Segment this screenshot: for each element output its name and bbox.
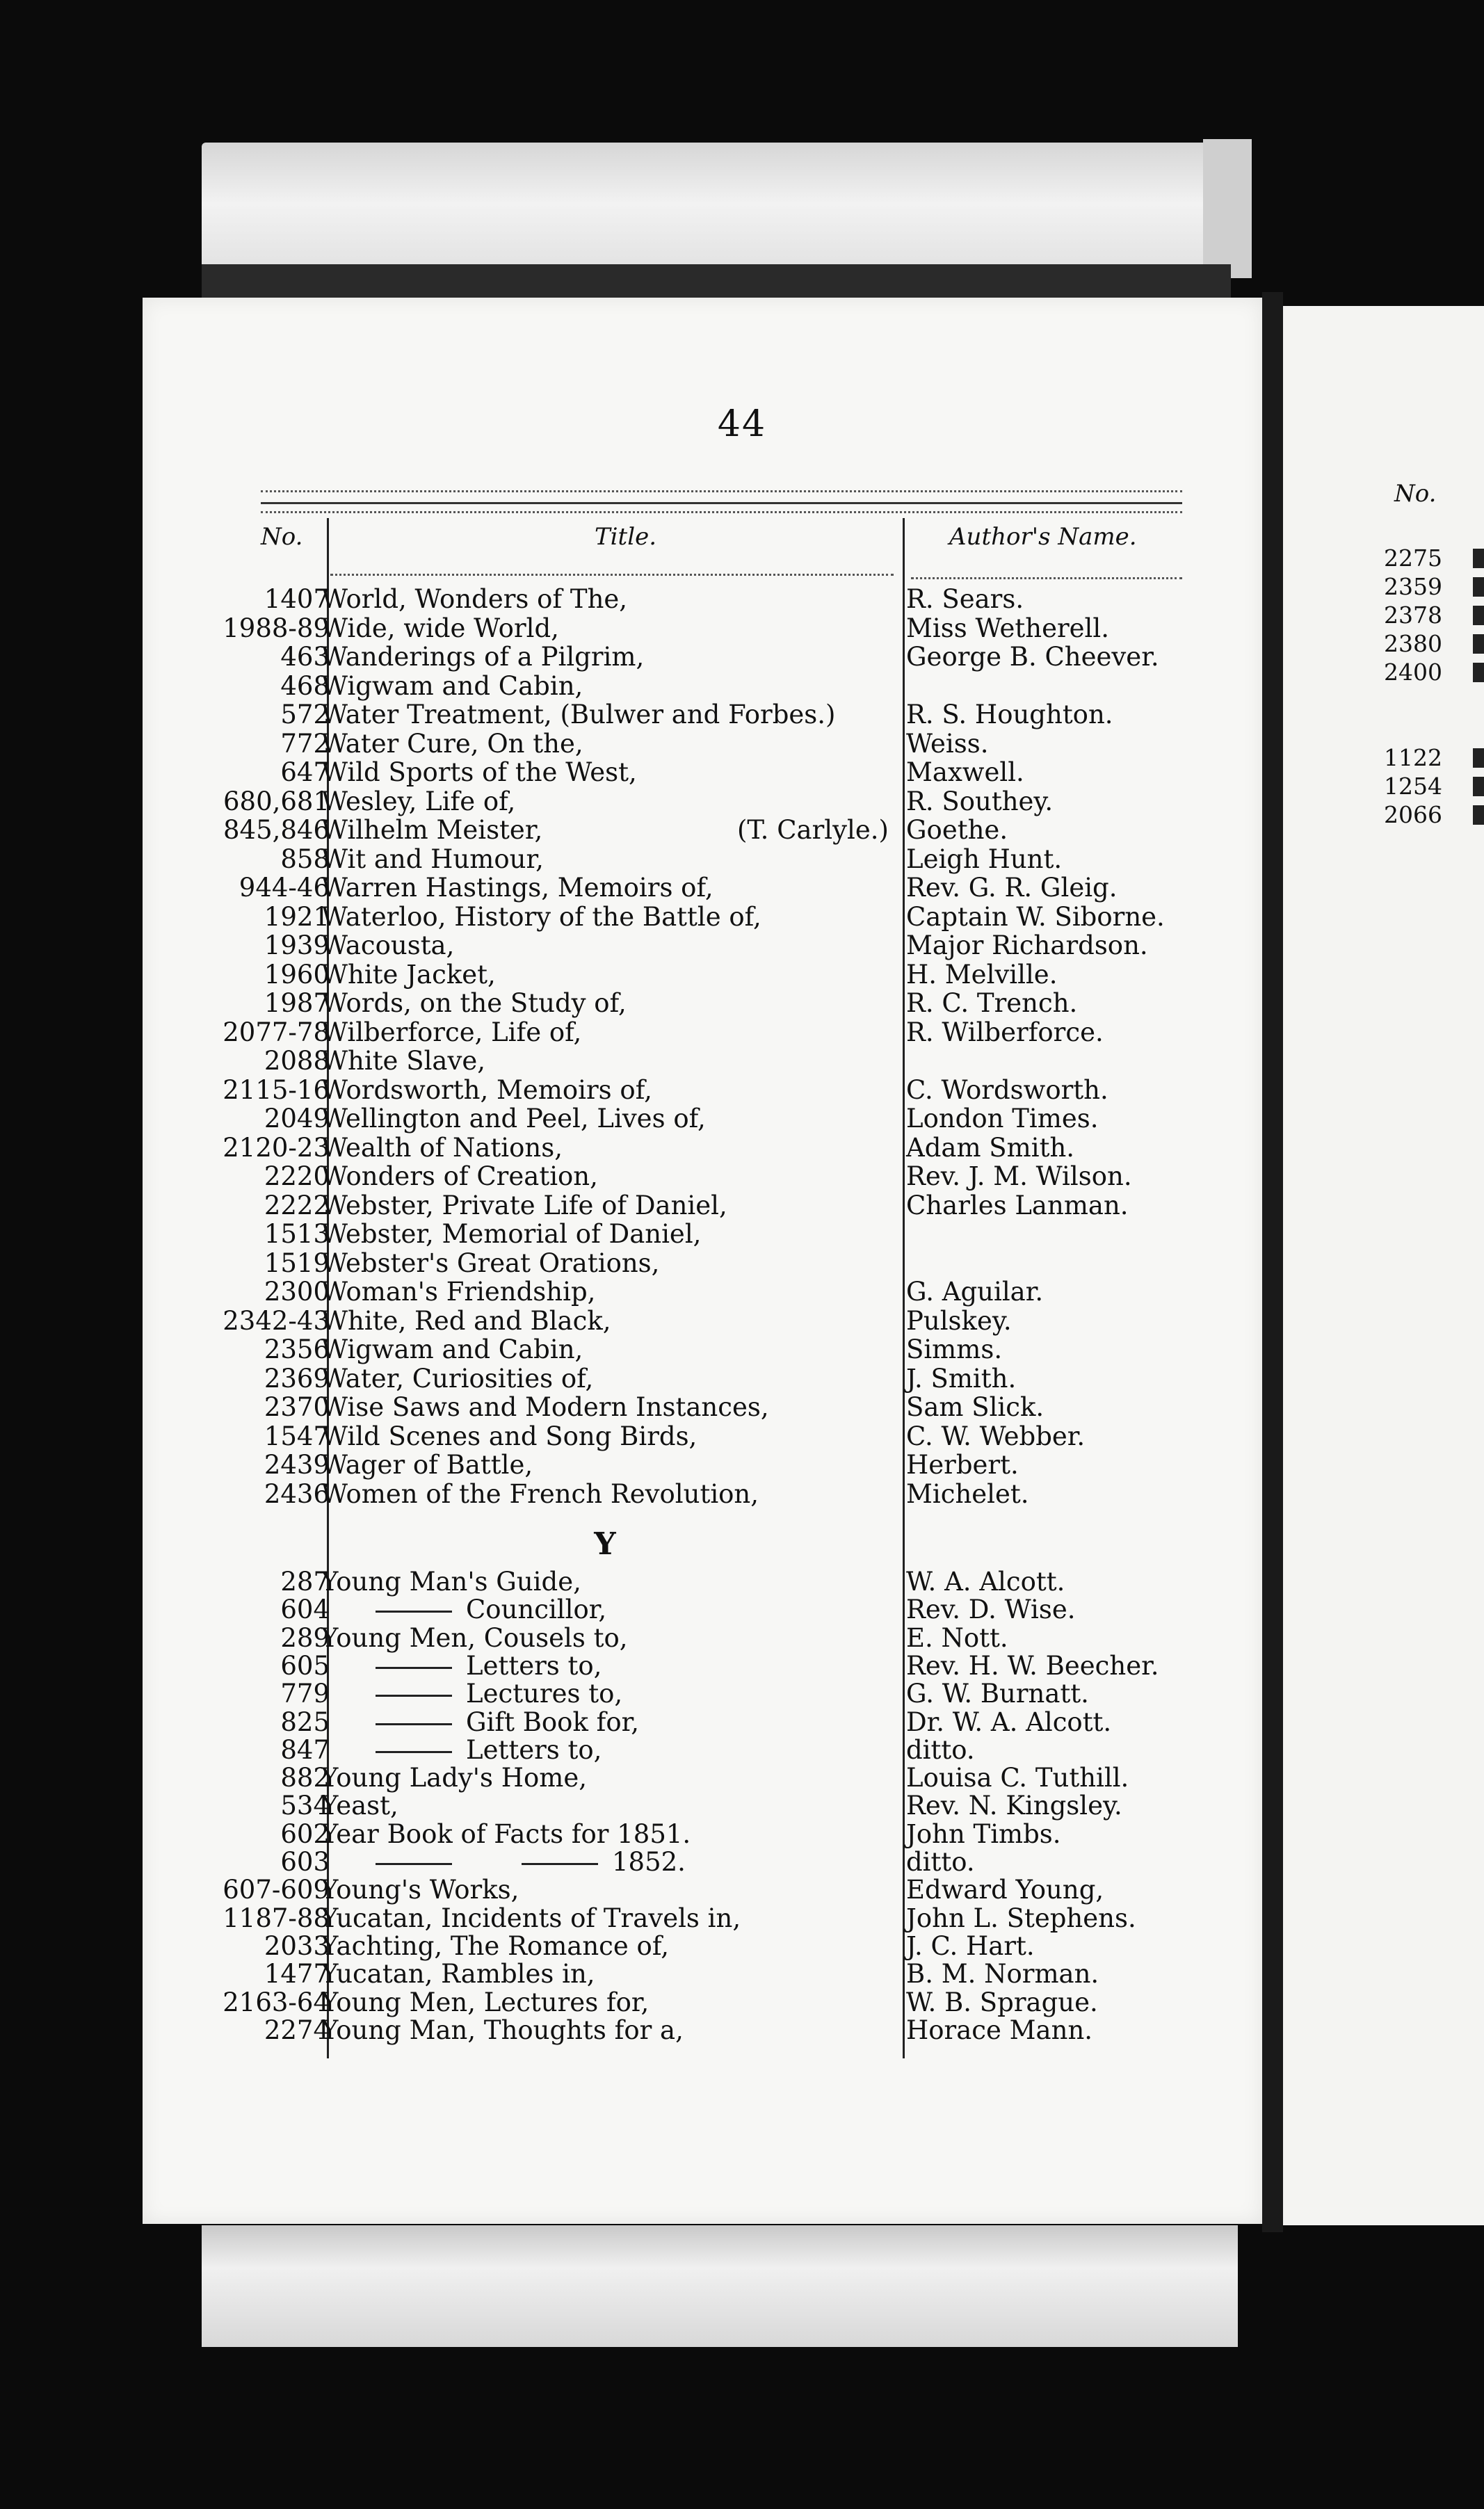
entry-author: Miss Wetherell. (906, 613, 1109, 643)
entry-number: 772 (280, 728, 330, 759)
header-rule-top (261, 490, 1182, 492)
catalog-entry (0, 816, 1484, 844)
entry-title: Young Lady's Home, (321, 1763, 588, 1793)
entry-number: 603 (280, 1847, 330, 1877)
entry-title: Wild Scenes and Song Birds, (321, 1421, 697, 1451)
catalog-entry (0, 1423, 1484, 1451)
entry-author: Edward Young, (906, 1875, 1104, 1905)
catalog-entry (0, 1989, 1484, 2017)
facing-entry-cut (1473, 748, 1484, 768)
entry-title: 1852. (376, 1848, 686, 1876)
catalog-entry (0, 1818, 1484, 1849)
header-rule-bottom (261, 511, 1182, 513)
entry-number: 858 (280, 844, 330, 874)
catalog-entry (0, 1680, 1484, 1708)
entry-title: Woman's Friendship, (321, 1277, 596, 1307)
catalog-entry (0, 1652, 1484, 1680)
entry-title: Webster, Private Life of Daniel, (321, 1190, 727, 1220)
facing-entry-number: 1254 (1384, 773, 1442, 800)
entry-title: Words, on the Study of, (321, 988, 627, 1018)
entry-author: Rev. N. Kingsley. (906, 1791, 1122, 1821)
entry-title: Wanderings of a Pilgrim, (321, 642, 645, 672)
entry-title: Young Men, Cousels to, (321, 1622, 628, 1653)
entry-author: London Times. (906, 1104, 1099, 1134)
catalog-entry (0, 1478, 1484, 1509)
entry-author: Dr. W. A. Alcott. (906, 1707, 1112, 1737)
entry-author: G. Aguilar. (906, 1277, 1044, 1307)
entry-title: Yucatan, Incidents of Travels in, (321, 1903, 741, 1933)
entry-number: 2369 (264, 1363, 330, 1394)
entry-number: 2274 (264, 2015, 330, 2045)
entry-author: Goethe. (906, 815, 1008, 845)
facing-entry-number: 2378 (1384, 602, 1442, 629)
catalog-entry (0, 1848, 1484, 1876)
catalog-entry (0, 1307, 1484, 1335)
catalog-entry (0, 730, 1484, 758)
entry-title: Webster, Memorial of Daniel, (321, 1219, 702, 1249)
column-header-author: Author's Name. (949, 523, 1137, 551)
entry-number: 605 (280, 1650, 330, 1681)
facing-entry-cut (1473, 606, 1484, 625)
entry-title: Young's Works, (321, 1875, 519, 1905)
entry-author: Rev. J. M. Wilson. (906, 1161, 1132, 1191)
entry-number: 2220 (264, 1161, 330, 1191)
facing-entry-number: 2359 (1384, 573, 1442, 600)
entry-author: Rev. H. W. Beecher. (906, 1650, 1159, 1681)
catalog-entry (0, 1047, 1484, 1075)
entry-number: 2222 (264, 1190, 330, 1220)
entry-title: Letters to, (376, 1652, 602, 1680)
cover-shadow (202, 264, 1231, 299)
entry-author: R. Sears. (906, 584, 1024, 614)
entry-author: G. W. Burnatt. (906, 1679, 1089, 1709)
entry-number: 602 (280, 1818, 330, 1849)
entry-number: 607-609 (223, 1875, 330, 1905)
page-number: 44 (717, 403, 767, 445)
catalog-entry (0, 1394, 1484, 1421)
catalog-entry (0, 586, 1484, 613)
entry-author: Major Richardson. (906, 930, 1148, 960)
entry-title: Lectures to, (376, 1680, 622, 1708)
facing-entry-number: 2380 (1384, 630, 1442, 657)
entry-author: Herbert. (906, 1450, 1019, 1480)
entry-number: 2115-16 (223, 1074, 330, 1105)
entry-number: 468 (280, 670, 330, 701)
entry-author: J. Smith. (906, 1363, 1017, 1394)
facing-entry-cut (1473, 777, 1484, 796)
catalog-entry (0, 903, 1484, 931)
catalog-entry (0, 846, 1484, 873)
column-header-no: No. (261, 523, 303, 551)
catalog-entry (0, 1792, 1484, 1820)
entry-title: Wacousta, (321, 930, 455, 960)
entry-title: Wild Sports of the West, (321, 757, 637, 787)
facing-entry-cut (1473, 634, 1484, 654)
entry-author: B. M. Norman. (906, 1959, 1099, 1990)
entry-number: 287 (280, 1567, 330, 1597)
entry-title: Women of the French Revolution, (321, 1478, 759, 1509)
catalog-entry (0, 1596, 1484, 1624)
catalog-entry (0, 990, 1484, 1017)
entry-author: Michelet. (906, 1478, 1029, 1509)
entry-number: 944-46 (239, 873, 330, 903)
catalog-entry (0, 1336, 1484, 1364)
catalog-entry (0, 1019, 1484, 1047)
facing-entry-number: 1122 (1384, 744, 1442, 771)
entry-number: 2439 (264, 1450, 330, 1480)
cover-tab (1203, 139, 1252, 278)
catalog-entry (0, 1278, 1484, 1306)
facing-entry-number: 2400 (1384, 659, 1442, 686)
entry-title: Councillor, (376, 1596, 606, 1624)
catalog-entry (0, 1134, 1484, 1162)
entry-number: 647 (280, 757, 330, 787)
catalog-entry (0, 759, 1484, 786)
entry-title: White, Red and Black, (321, 1305, 611, 1336)
entry-number: 572 (280, 700, 330, 729)
facing-entry-cut (1473, 663, 1484, 682)
entry-title: Wordsworth, Memoirs of, (321, 1074, 652, 1105)
ditto-dash (376, 1667, 452, 1669)
catalog-entry (0, 961, 1484, 989)
entry-number: 845,846 (223, 815, 330, 845)
entry-author: Leigh Hunt. (906, 844, 1063, 874)
entry-author: R. S. Houghton. (906, 700, 1113, 729)
entry-author: John Timbs. (906, 1818, 1061, 1849)
catalog-entry (0, 701, 1484, 729)
entry-number: 2356 (264, 1334, 330, 1364)
catalog-entry (0, 1960, 1484, 1988)
entry-author: R. Southey. (906, 786, 1054, 816)
entry-author: R. Wilberforce. (906, 1017, 1104, 1047)
entry-author: Horace Mann. (906, 2015, 1093, 2045)
entry-title: Wigwam and Cabin, (321, 1334, 583, 1364)
entry-author: Maxwell. (906, 757, 1024, 787)
entry-author: ditto. (906, 1734, 975, 1765)
catalog-entry (0, 1568, 1484, 1596)
entry-title: White Slave, (321, 1046, 486, 1076)
book-cover-bottom-flap (202, 2225, 1238, 2347)
entry-number: 1513 (264, 1219, 330, 1249)
column-header-title: Title. (595, 523, 657, 551)
facing-entry-number: 2066 (1384, 801, 1442, 828)
entry-number: 1407 (264, 584, 330, 614)
ditto-dash (522, 1863, 598, 1865)
section-heading-y: Y (594, 1526, 616, 1562)
entry-number: 1987 (264, 988, 330, 1018)
entry-title: Gift Book for, (376, 1709, 639, 1736)
catalog-entry (0, 1930, 1484, 1961)
entry-number: 2300 (264, 1277, 330, 1307)
entry-number: 2370 (264, 1392, 330, 1422)
entry-title: Yucatan, Rambles in, (321, 1959, 595, 1990)
entry-number: 2163-64 (223, 1987, 330, 2017)
catalog-entry (0, 1250, 1484, 1277)
entry-author: Rev. G. R. Gleig. (906, 873, 1118, 903)
entry-number: 1547 (264, 1421, 330, 1451)
catalog-entry (0, 672, 1484, 700)
entry-title: Wilberforce, Life of, (321, 1017, 582, 1047)
entry-author: Weiss. (906, 728, 989, 759)
entry-author: Louisa C. Tuthill. (906, 1763, 1129, 1793)
catalog-entry (0, 1764, 1484, 1792)
entry-number: 1939 (264, 930, 330, 960)
catalog-entry (0, 643, 1484, 671)
entry-title: Yachting, The Romance of, (321, 1930, 669, 1961)
entry-number: 882 (280, 1763, 330, 1793)
entry-number: 1960 (264, 959, 330, 990)
catalog-entry (0, 1876, 1484, 1904)
entry-title: Wealth of Nations, (321, 1132, 563, 1163)
entry-number: 604 (280, 1595, 330, 1625)
entry-author: R. C. Trench. (906, 988, 1078, 1018)
catalog-entry (0, 1709, 1484, 1736)
entry-title: Wilhelm Meister, (321, 815, 543, 845)
catalog-entry (0, 1220, 1484, 1248)
entry-title: Letters to, (376, 1736, 602, 1764)
catalog-entry (0, 1163, 1484, 1191)
entry-title: Wigwam and Cabin, (321, 670, 583, 701)
catalog-entry (0, 615, 1484, 643)
entry-author: C. Wordsworth. (906, 1074, 1108, 1105)
entry-author: Captain W. Siborne. (906, 901, 1165, 932)
entry-author: ditto. (906, 1847, 975, 1877)
entry-number: 779 (280, 1679, 330, 1709)
entry-title: Wonders of Creation, (321, 1161, 598, 1191)
entry-author: Rev. D. Wise. (906, 1595, 1076, 1625)
entry-author: W. A. Alcott. (906, 1567, 1065, 1597)
entry-number: 534 (280, 1791, 330, 1821)
entry-author: Sam Slick. (906, 1392, 1045, 1422)
entry-title: Wit and Humour, (321, 844, 544, 874)
facing-entry-cut (1473, 577, 1484, 597)
entry-number: 2120-23 (223, 1132, 330, 1163)
catalog-entry (0, 788, 1484, 816)
entry-title: Wager of Battle, (321, 1450, 533, 1480)
catalog-entry (0, 1365, 1484, 1393)
entry-title: Water Treatment, (Bulwer and Forbes.) (321, 700, 836, 729)
entry-number: 2436 (264, 1478, 330, 1509)
catalog-entry (0, 1076, 1484, 1104)
entry-title: Water Cure, On the, (321, 728, 583, 759)
entry-number: 847 (280, 1734, 330, 1765)
catalog-entry (0, 2017, 1484, 2044)
ditto-dash (376, 1723, 452, 1725)
entry-number: 289 (280, 1622, 330, 1653)
entry-title: Waterloo, History of the Battle of, (321, 901, 761, 932)
entry-author: H. Melville. (906, 959, 1058, 990)
entry-number: 2088 (264, 1046, 330, 1076)
entry-title: Year Book of Facts for 1851. (321, 1818, 691, 1849)
entry-note: (T. Carlyle.) (737, 815, 889, 845)
entry-title: White Jacket, (321, 959, 496, 990)
entry-author: W. B. Sprague. (906, 1987, 1098, 2017)
catalog-entry (0, 1451, 1484, 1479)
entry-number: 2033 (264, 1930, 330, 1961)
entry-author: Simms. (906, 1334, 1003, 1364)
catalog-entry (0, 1105, 1484, 1133)
entry-number: 1519 (264, 1248, 330, 1278)
facing-column-header: No. (1394, 480, 1437, 508)
entry-number: 1187-88 (223, 1903, 330, 1933)
catalog-entry (0, 1624, 1484, 1652)
entry-number: 680,681 (223, 786, 330, 816)
entry-author: Charles Lanman. (906, 1190, 1129, 1220)
entry-number: 1921 (264, 901, 330, 932)
entry-author: John L. Stephens. (906, 1903, 1136, 1933)
ditto-dash (376, 1751, 452, 1753)
ditto-dash (376, 1863, 452, 1865)
entry-number: 2342-43 (223, 1305, 330, 1336)
entry-title: Wesley, Life of, (321, 786, 516, 816)
entry-title: Warren Hastings, Memoirs of, (321, 873, 713, 903)
author-header-underline (911, 577, 1182, 579)
entry-number: 1988-89 (223, 613, 330, 643)
entry-title: Wellington and Peel, Lives of, (321, 1104, 706, 1134)
entry-number: 1477 (264, 1959, 330, 1990)
entry-title: Yeast, (321, 1791, 398, 1821)
title-header-underline (330, 574, 894, 576)
entry-author: Pulskey. (906, 1305, 1012, 1336)
catalog-entry (0, 932, 1484, 960)
catalog-entry (0, 1736, 1484, 1764)
entry-number: 463 (280, 642, 330, 672)
entry-author: J. C. Hart. (906, 1930, 1035, 1961)
entry-number: 2077-78 (223, 1017, 330, 1047)
entry-number: 825 (280, 1707, 330, 1737)
header-rule (261, 502, 1182, 504)
entry-author: Adam Smith. (906, 1132, 1075, 1163)
entry-title: Wide, wide World, (321, 613, 559, 643)
entry-author: E. Nott. (906, 1622, 1008, 1653)
catalog-entry (0, 1905, 1484, 1933)
facing-entry-cut (1473, 805, 1484, 825)
ditto-dash (376, 1611, 452, 1613)
entry-title: Young Man, Thoughts for a, (321, 2015, 684, 2045)
entry-title: Webster's Great Orations, (321, 1248, 660, 1278)
entry-title: Young Men, Lectures for, (321, 1987, 650, 2017)
entry-author: George B. Cheever. (906, 642, 1159, 672)
entry-title: Water, Curiosities of, (321, 1363, 594, 1394)
catalog-entry (0, 874, 1484, 902)
entry-author: C. W. Webber. (906, 1421, 1086, 1451)
facing-entry-number: 2275 (1384, 544, 1442, 572)
entry-title: Wise Saws and Modern Instances, (321, 1392, 769, 1422)
facing-entry-cut (1473, 549, 1484, 568)
ditto-dash (376, 1695, 452, 1697)
entry-title: Young Man's Guide, (321, 1567, 581, 1597)
entry-number: 2049 (264, 1104, 330, 1134)
catalog-entry (0, 1192, 1484, 1220)
entry-title: World, Wonders of The, (321, 584, 628, 614)
